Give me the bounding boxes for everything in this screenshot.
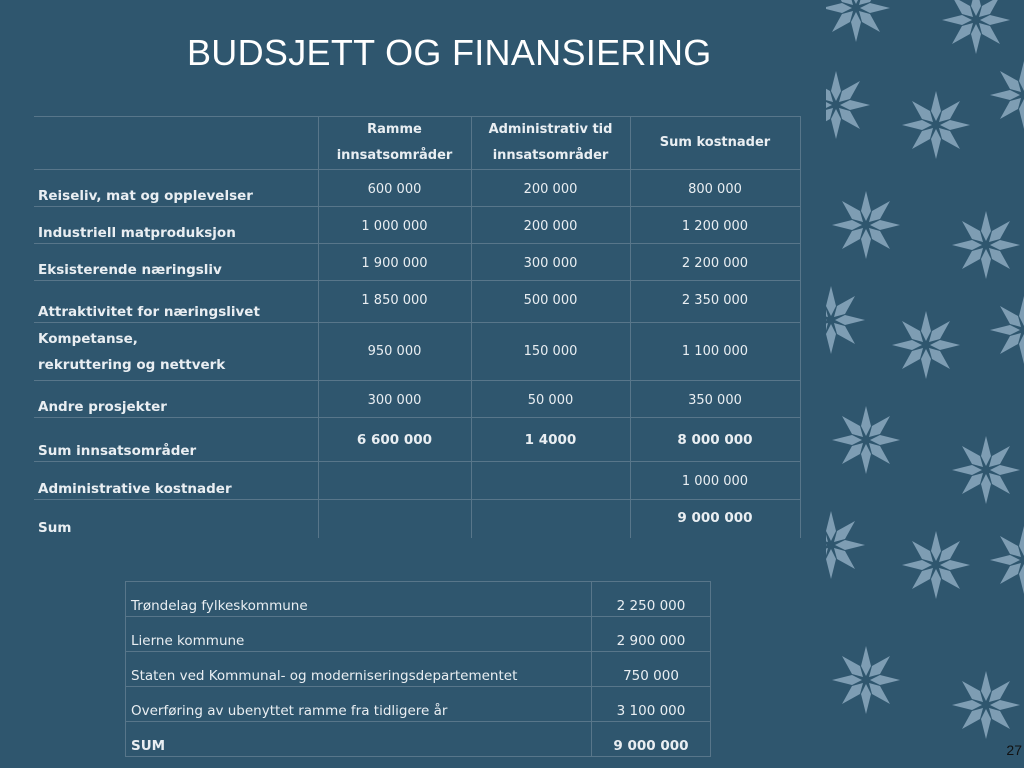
cell-admin: 200 000 <box>471 207 630 244</box>
cell-ramme: 950 000 <box>318 323 471 381</box>
table-row <box>34 170 800 207</box>
cell-sum: 2 200 000 <box>630 244 800 281</box>
table-row <box>126 582 711 617</box>
cell-admin: 50 000 <box>471 381 630 418</box>
cell-sum: 2 350 000 <box>630 281 800 323</box>
table-row <box>34 207 800 244</box>
table-row-subtotal <box>34 418 800 462</box>
cell-ramme <box>318 462 471 500</box>
financing-amount: 9 000 000 <box>592 722 711 757</box>
cell-admin <box>471 462 630 500</box>
cell-ramme: 1 900 000 <box>318 244 471 281</box>
cell-sum: 9 000 000 <box>630 500 800 538</box>
row-label: Andre prosjekter <box>34 381 318 418</box>
table-row <box>34 381 800 418</box>
financing-amount: 3 100 000 <box>592 687 711 722</box>
cell-ramme: 300 000 <box>318 381 471 418</box>
header-ramme: Ramme innsatsområder <box>318 117 471 170</box>
financing-amount: 750 000 <box>592 652 711 687</box>
page-number: 27 <box>1006 742 1022 758</box>
cell-ramme: 1 000 000 <box>318 207 471 244</box>
cell-ramme: 1 850 000 <box>318 281 471 323</box>
table-row <box>126 652 711 687</box>
financing-amount: 2 250 000 <box>592 582 711 617</box>
financing-table <box>125 581 711 757</box>
budget-table <box>34 116 801 538</box>
cell-sum: 1 000 000 <box>630 462 800 500</box>
row-label: Sum <box>34 500 318 538</box>
row-label: Reiseliv, mat og opplevelser <box>34 170 318 207</box>
row-label: Eksisterende næringsliv <box>34 244 318 281</box>
cell-admin: 300 000 <box>471 244 630 281</box>
cell-admin <box>471 500 630 538</box>
header-empty-cell <box>34 117 318 170</box>
header-sum: Sum kostnader <box>630 117 800 170</box>
row-label: Industriell matproduksjon <box>34 207 318 244</box>
cell-sum: 800 000 <box>630 170 800 207</box>
financing-source: Overføring av ubenyttet ramme fra tidligere år <box>126 687 592 722</box>
table-row <box>126 687 711 722</box>
table-row <box>34 244 800 281</box>
table-row <box>34 323 800 381</box>
star-pattern-decoration <box>826 0 1024 768</box>
financing-source: Trøndelag fylkeskommune <box>126 582 592 617</box>
budget-header-row <box>34 117 800 170</box>
financing-source: SUM <box>126 722 592 757</box>
row-label: Attraktivitet for næringslivet <box>34 281 318 323</box>
cell-admin: 500 000 <box>471 281 630 323</box>
cell-ramme: 6 600 000 <box>318 418 471 462</box>
page-title: BUDSJETT OG FINANSIERING <box>187 32 712 73</box>
cell-admin: 150 000 <box>471 323 630 381</box>
cell-sum: 8 000 000 <box>630 418 800 462</box>
financing-amount: 2 900 000 <box>592 617 711 652</box>
cell-admin: 1 4000 <box>471 418 630 462</box>
table-row <box>34 462 800 500</box>
cell-sum: 350 000 <box>630 381 800 418</box>
financing-source: Staten ved Kommunal- og moderniseringsdepartementet <box>126 652 592 687</box>
row-label: Kompetanse, rekruttering og nettverk <box>34 323 318 381</box>
header-admin: Administrativ tid innsatsområder <box>471 117 630 170</box>
cell-sum: 1 100 000 <box>630 323 800 381</box>
cell-ramme: 600 000 <box>318 170 471 207</box>
table-row-total <box>34 500 800 538</box>
table-row-total <box>126 722 711 757</box>
cell-admin: 200 000 <box>471 170 630 207</box>
row-label: Administrative kostnader <box>34 462 318 500</box>
table-row <box>126 617 711 652</box>
cell-ramme <box>318 500 471 538</box>
table-row <box>34 281 800 323</box>
row-label: Sum innsatsområder <box>34 418 318 462</box>
cell-sum: 1 200 000 <box>630 207 800 244</box>
financing-source: Lierne kommune <box>126 617 592 652</box>
